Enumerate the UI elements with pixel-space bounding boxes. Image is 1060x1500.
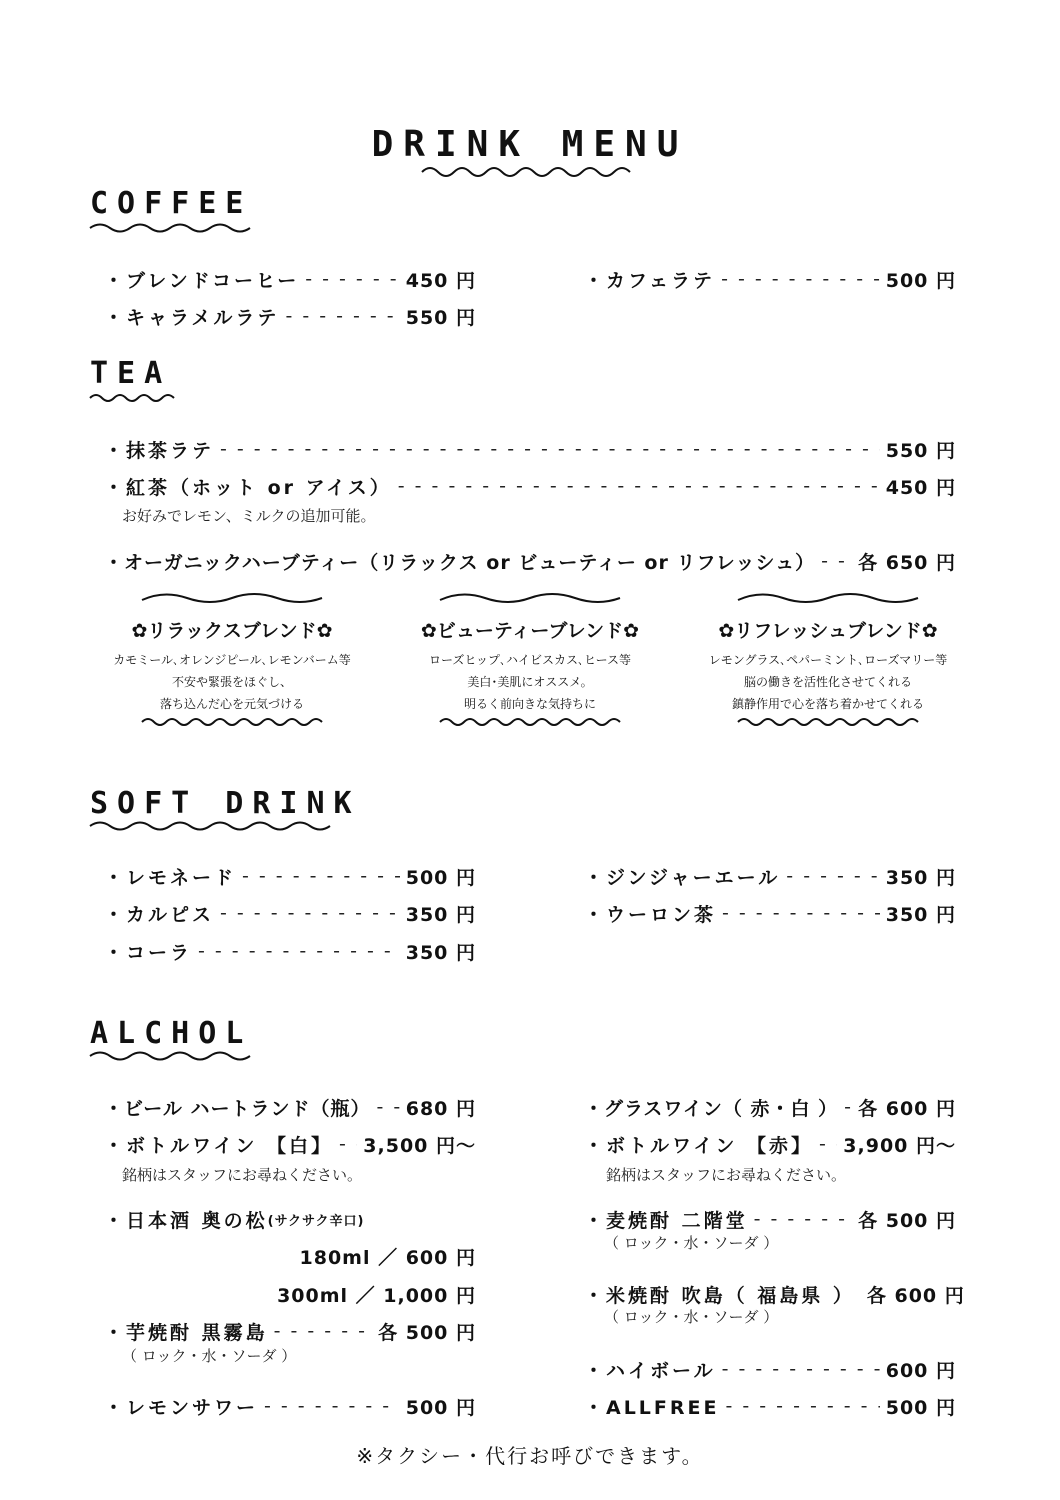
menu-item-lemonade — [104, 861, 476, 891]
menu-item-lemon-sour — [104, 1391, 476, 1421]
wine-note-white: 銘柄はスタッフにお尋ねください。 — [122, 1166, 363, 1184]
menu-item-allfree — [584, 1391, 956, 1421]
menu-item-sake — [104, 1204, 364, 1234]
wine-note-red: 銘柄はスタッフにお尋ねください。 — [606, 1166, 847, 1184]
dotted-leader — [721, 268, 880, 290]
item-name: ・ウーロン茶 — [584, 903, 717, 926]
menu-item-glass-wine — [584, 1092, 956, 1122]
item-price: 500 円 — [885, 269, 956, 292]
blend-title: ✿ビューティーブレンド✿ — [420, 620, 640, 642]
item-price: 各 600 円 — [866, 1284, 965, 1307]
dotted-leader — [722, 902, 880, 924]
dotted-leader — [305, 268, 399, 290]
dotted-leader — [264, 1395, 400, 1417]
dotted-leader — [242, 865, 400, 887]
title-wave-ornament — [420, 164, 640, 180]
item-price: 450 円 — [405, 269, 476, 292]
menu-item-highball — [584, 1354, 956, 1384]
blend-bottom-wave — [438, 716, 622, 728]
item-price: 550 円 — [885, 439, 956, 462]
coffee-underline-wave — [88, 222, 254, 234]
soft-drink-underline-wave — [88, 820, 334, 832]
dotted-leader — [285, 305, 399, 327]
blend-line: 明るく前向きな気持ちに — [463, 697, 596, 711]
item-price: 3,900 円～ — [843, 1134, 956, 1157]
blend-top-wave — [438, 592, 622, 604]
item-price: 各 500 円 — [858, 1209, 956, 1232]
item-price: 350 円 — [885, 903, 956, 926]
blend-line: 落ち込んだ心を元気づける — [159, 697, 304, 711]
item-price: 各 650 円 — [858, 551, 956, 574]
soft-drink-heading: SOFT DRINK — [90, 786, 361, 821]
dotted-leader — [274, 1320, 372, 1342]
item-price: 3,500 円～ — [363, 1134, 476, 1157]
dotted-leader — [220, 438, 880, 460]
imo-note: （ ロック・水・ソーダ ） — [122, 1347, 297, 1365]
blend-top-wave — [140, 592, 324, 604]
item-price: 500 円 — [405, 1396, 476, 1419]
item-name: ・ALLFREE — [584, 1396, 720, 1419]
menu-item-ginger-ale — [584, 861, 956, 891]
item-name: ・グラスワイン（ 赤・白 ） — [584, 1097, 839, 1120]
dotted-leader — [754, 1208, 852, 1230]
menu-item-cola — [104, 936, 476, 966]
menu-item-mugi-shochu — [584, 1204, 956, 1234]
item-name: ・米焼酎 吹島（ 福島県 ） — [584, 1284, 855, 1307]
sake-size-300: 300ml ／ 1,000 円 — [277, 1285, 476, 1307]
menu-item-bottle-wine-red — [584, 1129, 956, 1159]
item-name: ・ボトルワイン 【白】 — [104, 1134, 334, 1157]
menu-item-imo-shochu — [104, 1316, 476, 1346]
item-name: ・ジンジャーエール — [584, 866, 781, 889]
item-price: 500 円 — [885, 1396, 956, 1419]
item-price: 350 円 — [405, 903, 476, 926]
menu-item-kome-shochu — [584, 1279, 965, 1309]
item-price: 600 円 — [885, 1359, 956, 1382]
page-title: DRINK MENU — [371, 124, 689, 165]
item-name: ・キャラメルラテ — [104, 306, 280, 329]
dotted-leader — [198, 940, 400, 962]
refresh-blend-box — [698, 616, 958, 715]
menu-item-beer — [104, 1092, 476, 1122]
item-name: ・カルピス — [104, 903, 215, 926]
item-name: ・オーガニックハーブティー（リラックス or ビューティー or リフレッシュ） — [104, 551, 816, 574]
item-name: ・ブレンドコーヒー — [104, 269, 300, 292]
item-name: ・抹茶ラテ — [104, 439, 215, 462]
dotted-leader — [819, 1133, 837, 1155]
blend-line: カモミール､オレンジピール､レモンバーム等 — [113, 653, 351, 667]
item-price: 各 600 円 — [858, 1097, 956, 1120]
item-name: ・ビール ハートランド（瓶） — [104, 1097, 371, 1120]
blend-bottom-wave — [736, 716, 920, 728]
item-price: 550 円 — [405, 306, 476, 329]
alcohol-heading: ALCHOL — [90, 1016, 253, 1051]
item-name: ・レモンサワー — [104, 1396, 259, 1419]
blend-title: ✿リフレッシュブレンド✿ — [718, 620, 938, 642]
dotted-leader — [376, 1096, 399, 1118]
menu-item-black-tea — [104, 471, 956, 501]
blend-line: レモングラス､ペパーミント､ローズマリー等 — [708, 653, 948, 667]
item-name: ・日本酒 奥の松 — [104, 1209, 268, 1232]
tea-heading: TEA — [90, 356, 172, 391]
item-name: ・レモネード — [104, 866, 237, 889]
dotted-leader — [786, 865, 879, 887]
sake-size-180: 180ml ／ 600 円 — [299, 1247, 476, 1269]
blend-line: 脳の働きを活性化させてくれる — [743, 675, 912, 689]
menu-item-caramel-latte — [104, 301, 476, 331]
item-price: 450 円 — [885, 476, 956, 499]
menu-item-oolong-tea — [584, 898, 956, 928]
dotted-leader — [339, 1133, 357, 1155]
black-tea-note: お好みでレモン、ミルクの追加可能。 — [122, 507, 376, 525]
menu-item-cafe-latte — [584, 264, 956, 294]
dotted-leader — [821, 550, 852, 572]
blend-top-wave — [736, 592, 920, 604]
item-name: ・ボトルワイン 【赤】 — [584, 1134, 814, 1157]
kome-note: （ ロック・水・ソーダ ） — [604, 1308, 779, 1326]
beauty-blend-box — [400, 616, 660, 715]
item-name: ・芋焼酎 黒霧島 — [104, 1321, 268, 1344]
blend-title: ✿リラックスブレンド✿ — [131, 620, 333, 642]
item-price: 350 円 — [405, 941, 476, 964]
dotted-leader — [220, 902, 400, 924]
dotted-leader — [722, 1358, 880, 1380]
mugi-note: （ ロック・水・ソーダ ） — [604, 1234, 779, 1252]
blend-line: ローズヒップ､ハイビスカス､ヒース等 — [429, 653, 631, 667]
coffee-heading: COFFEE — [90, 186, 253, 221]
relax-blend-box — [102, 616, 362, 715]
dotted-leader — [398, 475, 880, 497]
item-name: ・ハイボール — [584, 1359, 716, 1382]
menu-item-blend-coffee — [104, 264, 476, 294]
item-name: ・コーラ — [104, 941, 193, 964]
item-subtitle: (サクサク辛口) — [267, 1213, 365, 1229]
menu-item-bottle-wine-white — [104, 1129, 476, 1159]
item-name: ・麦焼酎 二階堂 — [584, 1209, 748, 1232]
tea-underline-wave — [88, 392, 180, 404]
taxi-notice: ※タクシー・代行お呼びできます。 — [356, 1444, 704, 1468]
blend-line: 不安や緊張をほぐし、 — [171, 675, 292, 689]
alcohol-underline-wave — [88, 1050, 252, 1062]
item-price: 680 円 — [405, 1097, 476, 1120]
item-name: ・カフェラテ — [584, 269, 716, 292]
item-price: 350 円 — [885, 866, 956, 889]
dotted-leader — [726, 1395, 880, 1417]
blend-bottom-wave — [140, 716, 324, 728]
menu-item-calpis — [104, 898, 476, 928]
item-name: ・紅茶（ホット or アイス） — [104, 476, 392, 499]
blend-line: 鎮静作用で心を落ち着かせてくれる — [731, 697, 924, 711]
item-price: 500 円 — [405, 866, 476, 889]
dotted-leader — [844, 1096, 852, 1118]
blend-line: 美白･美肌にオススメ。 — [467, 675, 593, 689]
menu-item-herb-tea — [104, 546, 956, 576]
item-price: 各 500 円 — [378, 1321, 476, 1344]
menu-item-matcha-latte — [104, 434, 956, 464]
